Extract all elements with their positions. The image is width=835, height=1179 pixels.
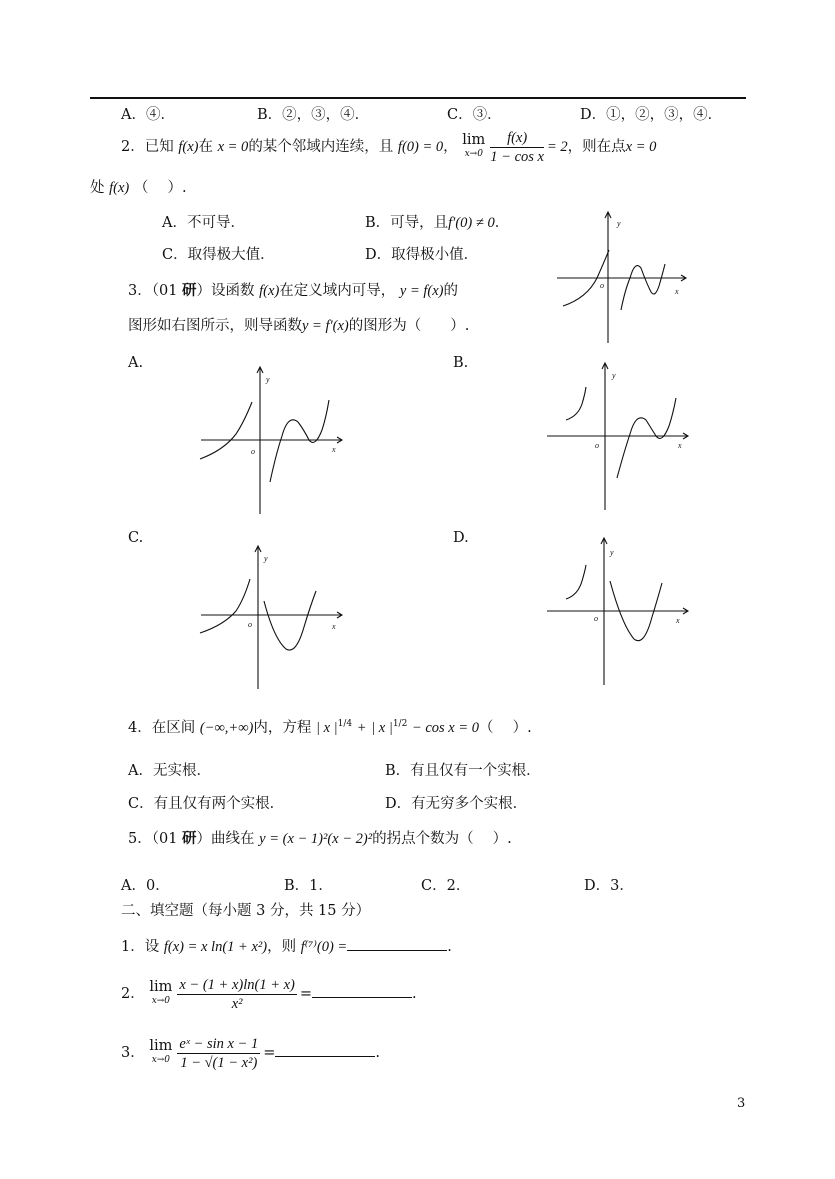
fill-1: 1．设 f(x) = x ln(1 + x²)，则 f⁽⁷⁾(0) = . bbox=[121, 935, 452, 956]
fill-3: 3． lim x→0 $\frac{\text{eˣ − sin x − 1}}{\text{1 − √(1 − x²)}}$ = . bbox=[121, 1035, 380, 1071]
q4-option-d: D．有无穷多个实根． bbox=[385, 796, 528, 812]
q5-option-a: A．0． bbox=[121, 878, 170, 894]
q1-option-c: C．③． bbox=[447, 107, 502, 123]
fill-3-blank bbox=[275, 1042, 375, 1057]
header-rule bbox=[90, 97, 746, 99]
svg-text:y: y bbox=[610, 548, 614, 557]
q5-option-d: D．3． bbox=[584, 878, 634, 894]
q4-option-a: A．无实根． bbox=[128, 763, 211, 779]
page-number: 3 bbox=[737, 1096, 746, 1111]
svg-text:y: y bbox=[617, 219, 621, 228]
q3-line-1: 3．（01 研）设函数 f(x)在定义域内可导， y = f(x)的 bbox=[128, 282, 458, 299]
q1-option-b: B．②，③，④． bbox=[257, 107, 370, 123]
q3-graph-a bbox=[196, 364, 346, 516]
svg-text:o: o bbox=[600, 281, 604, 290]
q5-option-b: B．1． bbox=[284, 878, 333, 894]
q3-option-b-label: B. bbox=[453, 355, 469, 371]
svg-text:x: x bbox=[675, 287, 679, 296]
q2-option-c: C．取得极大值． bbox=[162, 247, 275, 263]
q3-option-a-label: A. bbox=[128, 355, 144, 371]
fill-2: 2． lim x→0 $\frac{x - (1 + x)\ln(1 + x)}{\text{x²}}$ = . bbox=[121, 976, 417, 1012]
q3-line-2: 图形如右图所示，则导函数y = f′(x)的图形为（ ）. bbox=[128, 318, 470, 334]
q2-line-1: 2．已知 f(x)在 x = 0的某个邻域内连续，且 f(0) = 0， lim x→0 $\frac{f(x)}{\text{1 − cos x}}$ = 2，则在点x = 0 bbox=[121, 129, 657, 165]
svg-text:x: x bbox=[678, 441, 682, 450]
svg-text:y: y bbox=[612, 371, 616, 380]
q3-original-graph bbox=[555, 210, 690, 345]
q2-option-a: A．不可导． bbox=[162, 215, 245, 231]
q2-line-2: 处 f(x) （ ）. bbox=[90, 180, 187, 196]
fill-2-fraction: $\frac{x - (1 + x)\ln(1 + x)}{\text{x²}}$ bbox=[179, 976, 295, 1012]
q4-stem: 4．在区间 (−∞,+∞)内，方程 | x $|^{1/4}$ + | x $|^{1/2} - \cos x = 0$（ ）. bbox=[128, 719, 532, 736]
section-2-heading: 二、填空题（每小题 3 分，共 15 分） bbox=[121, 903, 371, 919]
fill-1-blank bbox=[347, 936, 447, 951]
svg-text:x: x bbox=[332, 622, 336, 631]
svg-text:x: x bbox=[676, 616, 680, 625]
q4-option-c: C．有且仅有两个实根． bbox=[128, 796, 285, 812]
svg-text:y: y bbox=[266, 375, 270, 384]
fill-3-limit: lim x→0 bbox=[149, 1038, 173, 1065]
svg-text:o: o bbox=[248, 620, 252, 629]
q3-option-c-label: C. bbox=[128, 530, 144, 546]
svg-text:o: o bbox=[251, 447, 255, 456]
svg-text:o: o bbox=[594, 614, 598, 623]
svg-text:x: x bbox=[332, 445, 336, 454]
q3-graph-d bbox=[542, 535, 692, 687]
q5-stem: 5．（01 研）曲线在 y = (x − 1)²(x − 2)²的拐点个数为（ ）. bbox=[128, 830, 512, 847]
q1-option-a: A．④． bbox=[121, 107, 175, 123]
q1-option-d: D．①，②，③，④． bbox=[580, 107, 723, 123]
q4-option-b: B．有且仅有一个实根． bbox=[385, 763, 541, 779]
q2-option-d: D．取得极小值． bbox=[365, 247, 479, 263]
q2-fraction: $\frac{f(x)}{\text{1 − cos x}}$ bbox=[490, 129, 544, 165]
svg-text:o: o bbox=[595, 441, 599, 450]
fill-2-blank bbox=[312, 983, 412, 998]
q5-option-c: C．2． bbox=[421, 878, 471, 894]
q2-option-b: B．可导，且f′(0) ≠ 0． bbox=[365, 215, 510, 231]
q2-limit: lim x→0 bbox=[462, 132, 486, 159]
fill-2-limit: lim x→0 bbox=[149, 979, 173, 1006]
q3-graph-b bbox=[542, 360, 692, 512]
fill-3-fraction: $\frac{\text{eˣ − sin x − 1}}{\text{1 − √(1 − x²)}}$ bbox=[179, 1035, 259, 1071]
q3-graph-c bbox=[196, 543, 346, 691]
svg-text:y: y bbox=[264, 554, 268, 563]
q3-option-d-label: D. bbox=[453, 530, 469, 546]
